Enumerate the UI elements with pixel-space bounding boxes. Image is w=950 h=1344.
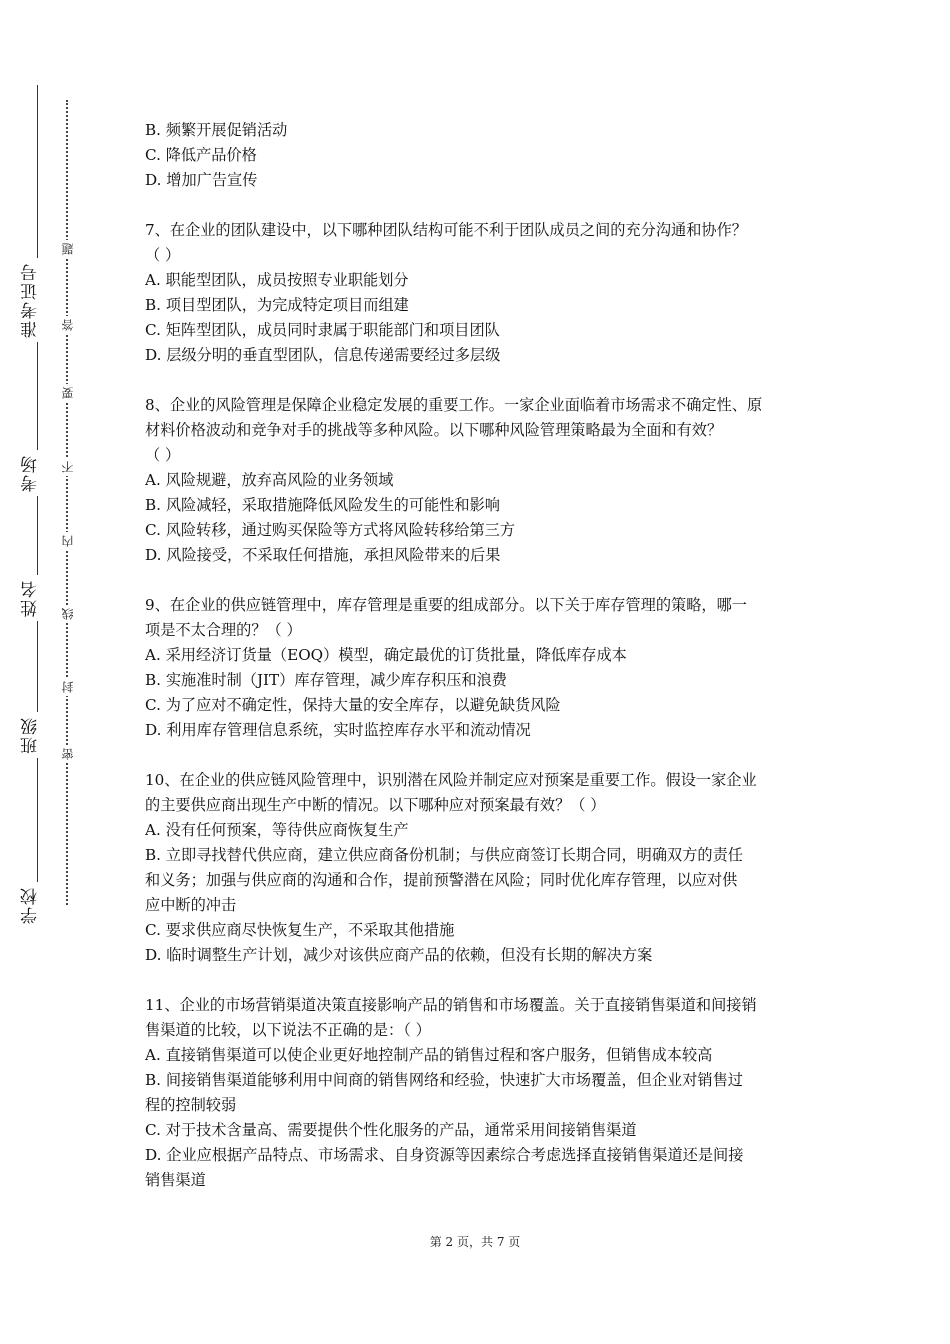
option-line: 应中断的冲击 <box>145 896 237 914</box>
seal-mark: 内 <box>59 532 76 550</box>
binding-solid-line <box>37 85 38 915</box>
option-line: D. 临时调整生产计划，减少对该供应商产品的依赖，但没有长期的解决方案 <box>145 946 653 964</box>
option-line: B. 风险减轻，采取措施降低风险发生的可能性和影响 <box>145 496 500 514</box>
question-7-stem: 7、在企业的团队建设中，以下哪种团队结构可能不利于团队成员之间的充分沟通和协作？ <box>145 221 747 239</box>
option-line: B. 立即寻找替代供应商，建立供应商备份机制；与供应商签订长期合同，明确双方的责任 <box>145 846 743 864</box>
school-label: 学校 <box>18 882 43 928</box>
question-9-stem: 9、在企业的供应链管理中，库存管理是重要的组成部分。以下关于库存管理的策略，哪一 <box>145 596 747 614</box>
spacer <box>145 368 815 393</box>
option-line: D. 增加广告宣传 <box>145 171 258 189</box>
option-line: A. 职能型团队，成员按照专业职能划分 <box>145 271 409 289</box>
option-line: A. 直接销售渠道可以使企业更好地控制产品的销售过程和客户服务，但销售成本较高 <box>145 1046 713 1064</box>
seal-mark: 答 <box>59 316 76 334</box>
option-line: A. 没有任何预案，等待供应商恢复生产 <box>145 821 409 839</box>
question-8-stem: （ ） <box>145 446 181 464</box>
spacer <box>145 968 815 993</box>
option-line: C. 风险转移，通过购买保险等方式将风险转移给第三方 <box>145 521 516 539</box>
option-line: C. 为了应对不确定性，保持大量的安全库存，以避免缺货风险 <box>145 696 561 714</box>
question-body <box>145 118 815 1193</box>
spacer <box>145 743 815 768</box>
seal-mark: 线 <box>59 605 76 623</box>
option-line: D. 利用库存管理信息系统，实时监控库存水平和流动情况 <box>145 721 531 739</box>
option-line: C. 矩阵型团队，成员同时隶属于职能部门和项目团队 <box>145 321 500 339</box>
option-line: B. 项目型团队，为完成特定项目而组建 <box>145 296 409 314</box>
seal-mark: 题 <box>59 240 76 258</box>
option-line: 和义务；加强与供应商的沟通和合作，提前预警潜在风险；同时优化库存管理，以应对供 <box>145 871 738 889</box>
binding-dotted-line <box>66 100 68 905</box>
spacer <box>145 193 815 218</box>
option-line: B. 间接销售渠道能够利用中间商的销售网络和经验，快速扩大市场覆盖，但企业对销售过 <box>145 1071 743 1089</box>
exam-id-label: 准考证号 <box>18 258 43 342</box>
option-line: A. 采用经济订货量（EOQ）模型，确定最优的订货批量，降低库存成本 <box>145 646 627 664</box>
seal-mark: 封 <box>59 678 76 696</box>
question-8-stem: 材料价格波动和竞争对手的挑战等多种风险。以下哪种风险管理策略最为全面和有效？ <box>145 421 723 439</box>
option-line: D. 企业应根据产品特点、市场需求、自身资源等因素综合考虑选择直接销售渠道还是间接 <box>145 1146 744 1164</box>
option-line: B. 实施准时制（JIT）库存管理，减少库存积压和浪费 <box>145 671 507 689</box>
question-8-stem: 8、企业的风险管理是保障企业稳定发展的重要工作。一家企业面临着市场需求不确定性、原 <box>145 396 763 414</box>
option-line: A. 风险规避，放弃高风险的业务领域 <box>145 471 394 489</box>
option-line: 程的控制较弱 <box>145 1096 237 1114</box>
option-line: C. 降低产品价格 <box>145 146 257 164</box>
option-line: D. 风险接受，不采取任何措施，承担风险带来的后果 <box>145 546 501 564</box>
option-line: D. 层级分明的垂直型团队，信息传递需要经过多层级 <box>145 346 501 364</box>
question-10-stem: 10、在企业的供应链风险管理中，识别潜在风险并制定应对预案是重要工作。假设一家企业 <box>145 771 757 789</box>
name-label: 姓名 <box>18 575 43 621</box>
seal-mark: 不 <box>59 458 76 476</box>
question-7-stem: （ ） <box>145 246 181 264</box>
option-line: B. 频繁开展促销活动 <box>145 121 288 139</box>
question-11-stem: 11、企业的市场营销渠道决策直接影响产品的销售和市场覆盖。关于直接销售渠道和间接销 <box>145 996 757 1014</box>
class-label: 班级 <box>18 712 43 758</box>
option-line: C. 对于技术含量高、需要提供个性化服务的产品，通常采用间接销售渠道 <box>145 1121 637 1139</box>
page-number: 第 2 页，共 7 页 <box>429 1235 521 1249</box>
spacer <box>145 568 815 593</box>
question-11-stem: 售渠道的比较，以下说法不正确的是：（ ） <box>145 1021 431 1039</box>
question-10-stem: 的主要供应商出现生产中断的情况。以下哪种应对预案最有效？（ ） <box>145 796 606 814</box>
seal-mark: 要 <box>59 384 76 402</box>
exam-room-label: 考场 <box>18 450 43 496</box>
seal-mark: 密 <box>59 745 76 763</box>
option-line: 销售渠道 <box>145 1171 206 1189</box>
question-9-stem: 项是不太合理的？（ ） <box>145 621 302 639</box>
option-line: C. 要求供应商尽快恢复生产，不采取其他措施 <box>145 921 455 939</box>
